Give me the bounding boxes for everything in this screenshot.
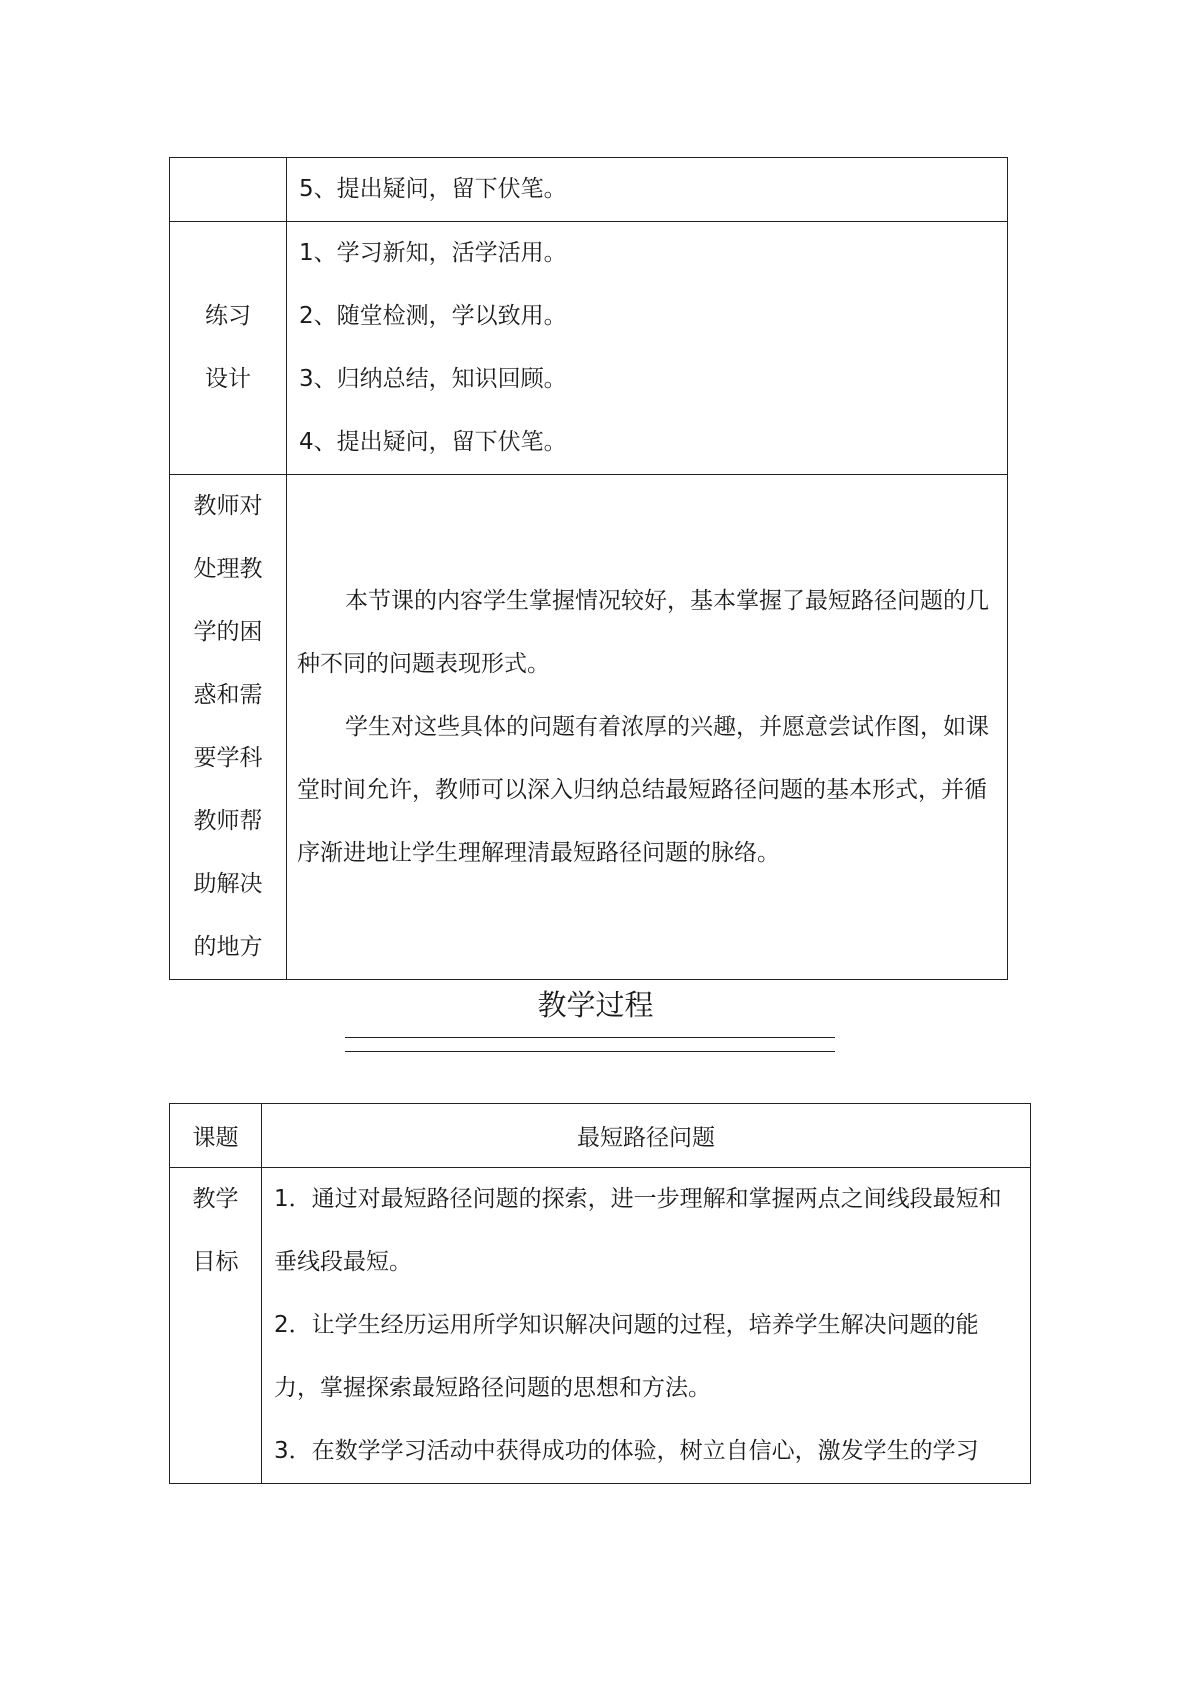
title-underline xyxy=(345,1051,835,1052)
label-line: 教师帮 xyxy=(193,808,263,834)
label-line: 惑和需 xyxy=(193,682,263,708)
goal-item: 3．在数学学习活动中获得成功的体验，树立自信心，激发学生的学习 xyxy=(274,1438,979,1464)
label-line: 学的困 xyxy=(193,619,263,645)
label-line: 要学科 xyxy=(193,745,263,771)
label-line: 的地方 xyxy=(193,934,263,960)
reflection-label xyxy=(170,475,287,980)
goals-label xyxy=(170,1168,262,1484)
empty-label-cell xyxy=(170,158,287,222)
table-row xyxy=(170,222,1008,475)
table-row xyxy=(170,158,1008,222)
table-row xyxy=(170,1104,1031,1168)
paragraph: 本节课的内容学生掌握情况较好，基本掌握了最短路径问题的几种不同的问题表现形式。 xyxy=(297,587,989,677)
list-item: 5、提出疑问，留下伏笔。 xyxy=(287,158,1008,222)
goal-item: 2．让学生经历运用所学知识解决问题的过程，培养学生解决问题的能力，掌握探索最短路径问题的思想和方法。 xyxy=(274,1312,979,1401)
subject-label: 课题 xyxy=(170,1104,262,1168)
goal-item: 1．通过对最短路径问题的探索，进一步理解和掌握两点之间线段最短和垂线段最短。 xyxy=(274,1186,1002,1275)
list-item: 3、归纳总结，知识回顾。 xyxy=(299,366,567,392)
subject-value: 最短路径问题 xyxy=(262,1104,1031,1168)
reflection-content xyxy=(287,475,1008,980)
label-line: 助解决 xyxy=(193,871,263,897)
table-row xyxy=(170,1168,1031,1484)
label-line: 处理教 xyxy=(193,556,263,582)
lesson-info-table xyxy=(169,157,1008,980)
label-line: 练习 xyxy=(205,303,251,329)
label-line: 教学 xyxy=(192,1186,239,1212)
label-line: 教师对 xyxy=(193,493,263,519)
teaching-process-table xyxy=(169,1103,1031,1484)
list-item: 1、学习新知，活学活用。 xyxy=(299,240,567,266)
label-line: 目标 xyxy=(192,1249,239,1275)
title-underline xyxy=(345,1037,835,1038)
list-item: 4、提出疑问，留下伏笔。 xyxy=(299,429,567,455)
paragraph: 学生对这些具体的问题有着浓厚的兴趣，并愿意尝试作图，如课堂时间允许，教师可以深入归纳总结最短路径问题的基本形式，并循序渐进地让学生理解理清最短路径问题的脉络。 xyxy=(297,713,989,866)
table-row xyxy=(170,475,1008,980)
practice-items xyxy=(287,222,1008,475)
section-title: 教学过程 xyxy=(537,988,654,1022)
goals-content xyxy=(262,1168,1031,1484)
label-line: 设计 xyxy=(205,366,251,392)
practice-label xyxy=(170,222,287,475)
list-item: 2、随堂检测，学以致用。 xyxy=(299,303,567,329)
